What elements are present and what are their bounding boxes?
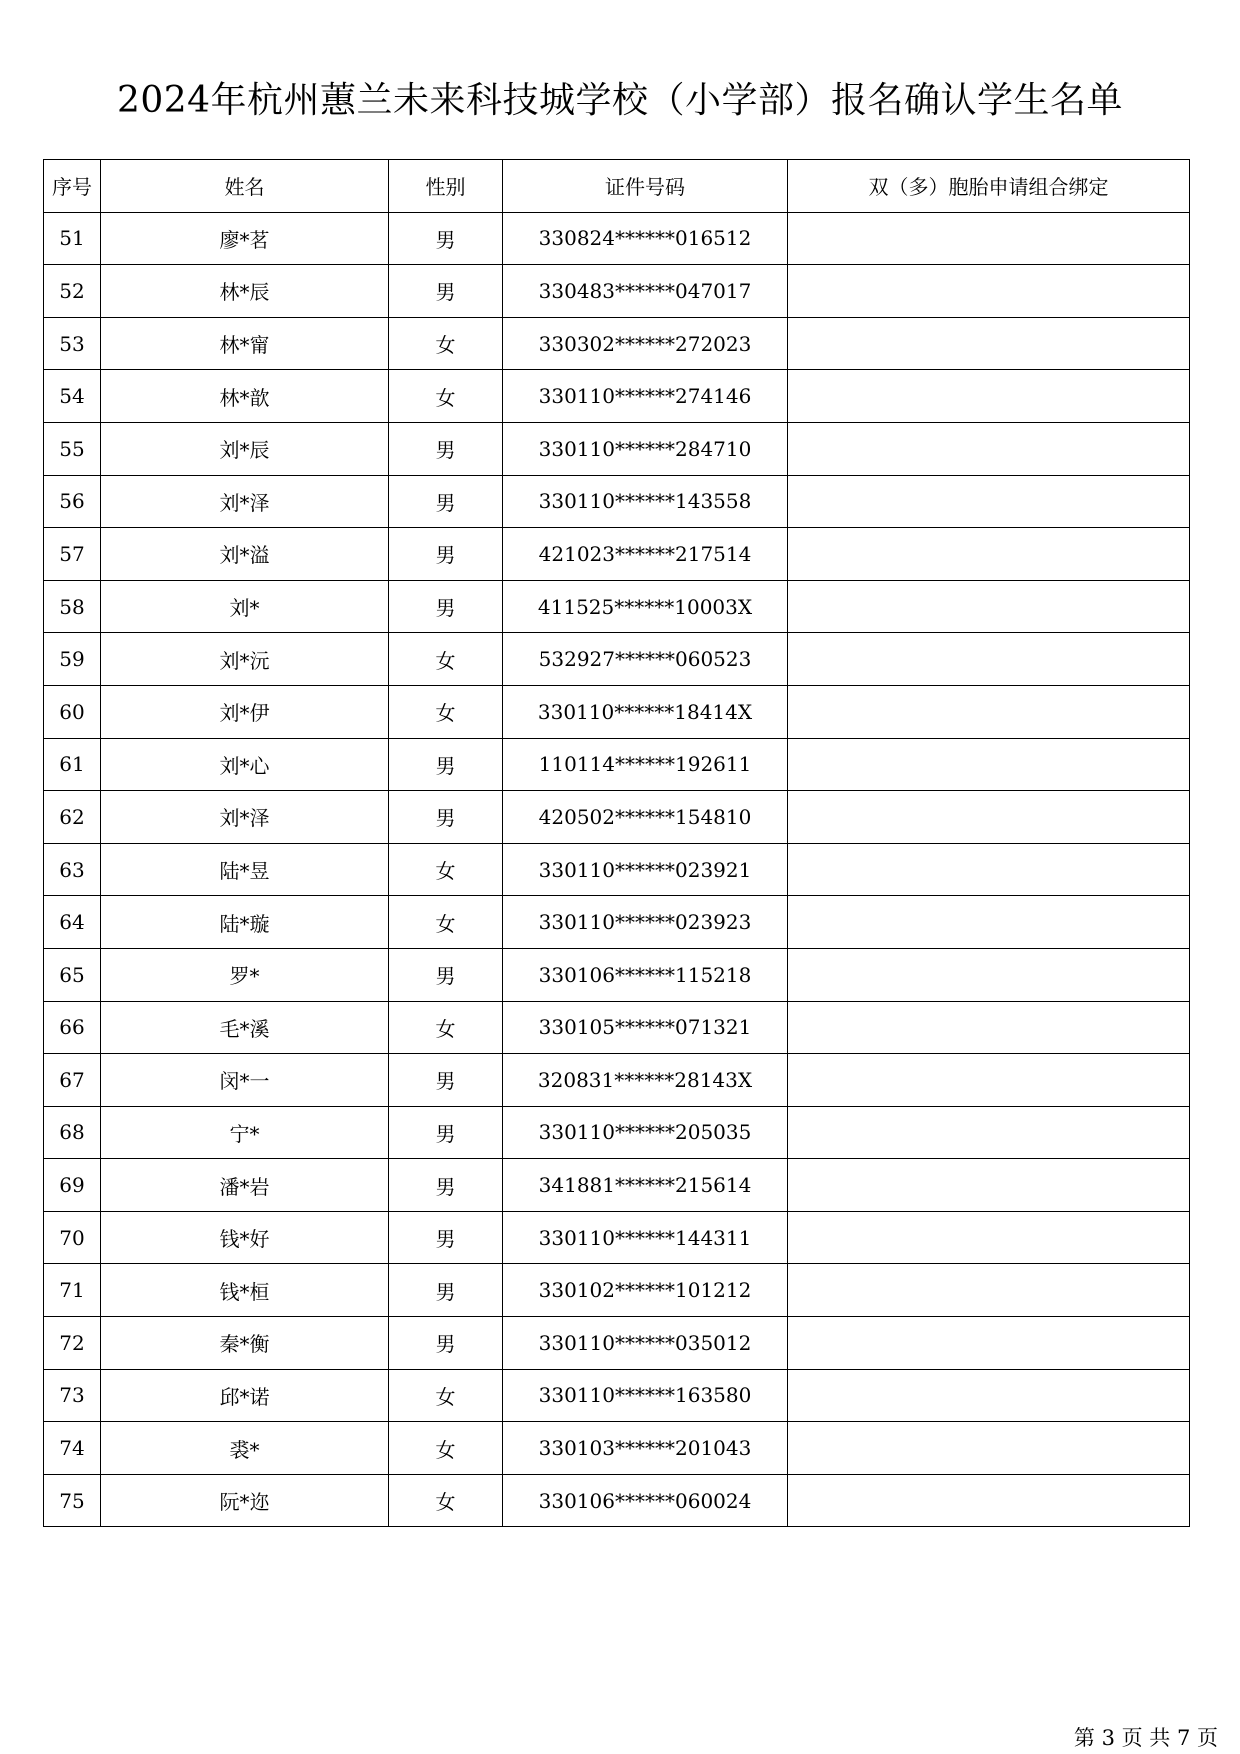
cell-name: 刘*伊 — [101, 685, 389, 738]
table-row — [44, 738, 1190, 791]
cell-seq: 63 — [44, 843, 101, 896]
cell-id-number: 330824******016512 — [503, 212, 788, 265]
cell-id-number: 411525******10003X — [503, 580, 788, 633]
table-row — [44, 1159, 1190, 1212]
cell-seq: 73 — [44, 1369, 101, 1422]
cell-id-number: 330105******071321 — [503, 1001, 788, 1054]
cell-id-number: 330110******035012 — [503, 1317, 788, 1370]
table-row — [44, 475, 1190, 528]
cell-gender: 男 — [389, 1264, 503, 1317]
table-row — [44, 633, 1190, 686]
cell-id-number: 330110******144311 — [503, 1211, 788, 1264]
table-row — [44, 1264, 1190, 1317]
table-row — [44, 685, 1190, 738]
cell-gender: 女 — [389, 843, 503, 896]
cell-name: 林*歆 — [101, 370, 389, 423]
cell-gender: 男 — [389, 1211, 503, 1264]
cell-seq: 66 — [44, 1001, 101, 1054]
cell-name: 罗* — [101, 948, 389, 1001]
cell-seq: 51 — [44, 212, 101, 265]
cell-seq: 57 — [44, 528, 101, 581]
cell-seq: 70 — [44, 1211, 101, 1264]
cell-id-number: 330110******274146 — [503, 370, 788, 423]
cell-seq: 71 — [44, 1264, 101, 1317]
cell-seq: 55 — [44, 422, 101, 475]
cell-gender: 男 — [389, 1317, 503, 1370]
cell-gender: 男 — [389, 1159, 503, 1212]
table-row — [44, 370, 1190, 423]
cell-seq: 74 — [44, 1422, 101, 1475]
cell-gender: 女 — [389, 1001, 503, 1054]
cell-name: 刘*心 — [101, 738, 389, 791]
table-row — [44, 1211, 1190, 1264]
cell-seq: 65 — [44, 948, 101, 1001]
cell-twin-binding — [788, 422, 1190, 475]
cell-id-number: 320831******28143X — [503, 1054, 788, 1107]
cell-gender: 女 — [389, 370, 503, 423]
cell-id-number: 330110******143558 — [503, 475, 788, 528]
cell-twin-binding — [788, 843, 1190, 896]
cell-gender: 男 — [389, 791, 503, 844]
cell-name: 刘*泽 — [101, 791, 389, 844]
header-twin-binding: 双（多）胞胎申请组合绑定 — [788, 160, 1190, 213]
cell-twin-binding — [788, 528, 1190, 581]
cell-seq: 53 — [44, 317, 101, 370]
cell-twin-binding — [788, 1264, 1190, 1317]
cell-id-number: 330103******201043 — [503, 1422, 788, 1475]
cell-name: 阮*迩 — [101, 1474, 389, 1527]
cell-name: 林*甯 — [101, 317, 389, 370]
cell-gender: 女 — [389, 633, 503, 686]
cell-twin-binding — [788, 685, 1190, 738]
cell-name: 刘*辰 — [101, 422, 389, 475]
table-row — [44, 528, 1190, 581]
cell-twin-binding — [788, 1106, 1190, 1159]
cell-name: 秦*衡 — [101, 1317, 389, 1370]
cell-seq: 59 — [44, 633, 101, 686]
table-row — [44, 791, 1190, 844]
cell-twin-binding — [788, 948, 1190, 1001]
cell-seq: 68 — [44, 1106, 101, 1159]
cell-name: 潘*岩 — [101, 1159, 389, 1212]
cell-seq: 58 — [44, 580, 101, 633]
cell-seq: 72 — [44, 1317, 101, 1370]
cell-gender: 女 — [389, 1474, 503, 1527]
cell-name: 裘* — [101, 1422, 389, 1475]
cell-twin-binding — [788, 1369, 1190, 1422]
table-row — [44, 896, 1190, 949]
cell-id-number: 532927******060523 — [503, 633, 788, 686]
table-row — [44, 843, 1190, 896]
table-row — [44, 265, 1190, 318]
cell-name: 陆*璇 — [101, 896, 389, 949]
cell-gender: 男 — [389, 475, 503, 528]
table-row — [44, 1474, 1190, 1527]
cell-id-number: 330110******163580 — [503, 1369, 788, 1422]
cell-gender: 女 — [389, 1422, 503, 1475]
cell-name: 钱*好 — [101, 1211, 389, 1264]
cell-seq: 52 — [44, 265, 101, 318]
cell-gender: 女 — [389, 1369, 503, 1422]
cell-twin-binding — [788, 791, 1190, 844]
cell-seq: 56 — [44, 475, 101, 528]
cell-id-number: 330483******047017 — [503, 265, 788, 318]
cell-twin-binding — [788, 212, 1190, 265]
cell-seq: 69 — [44, 1159, 101, 1212]
cell-twin-binding — [788, 738, 1190, 791]
cell-twin-binding — [788, 265, 1190, 318]
cell-twin-binding — [788, 1317, 1190, 1370]
header-seq: 序号 — [44, 160, 101, 213]
table-row — [44, 212, 1190, 265]
student-roster-table — [43, 159, 1190, 1527]
cell-twin-binding — [788, 896, 1190, 949]
cell-name: 廖*茗 — [101, 212, 389, 265]
cell-id-number: 330302******272023 — [503, 317, 788, 370]
table-body — [44, 212, 1190, 1527]
cell-seq: 64 — [44, 896, 101, 949]
cell-id-number: 330102******101212 — [503, 1264, 788, 1317]
cell-name: 林*辰 — [101, 265, 389, 318]
table-row — [44, 948, 1190, 1001]
cell-id-number: 420502******154810 — [503, 791, 788, 844]
cell-twin-binding — [788, 1001, 1190, 1054]
cell-id-number: 341881******215614 — [503, 1159, 788, 1212]
cell-gender: 女 — [389, 685, 503, 738]
page-number: 第 3 页 共 7 页 — [1073, 1726, 1218, 1750]
table-header-row — [44, 160, 1190, 213]
table-row — [44, 1369, 1190, 1422]
cell-id-number: 330110******023923 — [503, 896, 788, 949]
table-row — [44, 1106, 1190, 1159]
cell-gender: 男 — [389, 580, 503, 633]
cell-gender: 男 — [389, 1106, 503, 1159]
cell-name: 刘*沅 — [101, 633, 389, 686]
table-row — [44, 1001, 1190, 1054]
cell-name: 钱*桓 — [101, 1264, 389, 1317]
header-id: 证件号码 — [503, 160, 788, 213]
cell-gender: 男 — [389, 528, 503, 581]
cell-seq: 60 — [44, 685, 101, 738]
table-row — [44, 580, 1190, 633]
table-row — [44, 1054, 1190, 1107]
cell-twin-binding — [788, 1159, 1190, 1212]
cell-name: 宁* — [101, 1106, 389, 1159]
cell-name: 毛*溪 — [101, 1001, 389, 1054]
cell-gender: 女 — [389, 317, 503, 370]
cell-twin-binding — [788, 1211, 1190, 1264]
table-row — [44, 1422, 1190, 1475]
cell-id-number: 330106******060024 — [503, 1474, 788, 1527]
table-row — [44, 422, 1190, 475]
cell-gender: 男 — [389, 212, 503, 265]
table-row — [44, 1317, 1190, 1370]
cell-twin-binding — [788, 1422, 1190, 1475]
cell-twin-binding — [788, 1054, 1190, 1107]
cell-name: 刘*溢 — [101, 528, 389, 581]
cell-gender: 男 — [389, 948, 503, 1001]
cell-name: 刘* — [101, 580, 389, 633]
cell-gender: 男 — [389, 265, 503, 318]
cell-gender: 男 — [389, 422, 503, 475]
cell-name: 刘*泽 — [101, 475, 389, 528]
cell-id-number: 330106******115218 — [503, 948, 788, 1001]
cell-seq: 75 — [44, 1474, 101, 1527]
cell-twin-binding — [788, 370, 1190, 423]
cell-seq: 62 — [44, 791, 101, 844]
cell-name: 陆*昱 — [101, 843, 389, 896]
page-title: 2024年杭州蕙兰未来科技城学校（小学部）报名确认学生名单 — [116, 80, 1124, 121]
cell-name: 闵*一 — [101, 1054, 389, 1107]
cell-id-number: 330110******18414X — [503, 685, 788, 738]
cell-id-number: 330110******284710 — [503, 422, 788, 475]
cell-seq: 54 — [44, 370, 101, 423]
cell-id-number: 421023******217514 — [503, 528, 788, 581]
cell-gender: 女 — [389, 896, 503, 949]
cell-twin-binding — [788, 633, 1190, 686]
cell-name: 邱*诺 — [101, 1369, 389, 1422]
cell-gender: 男 — [389, 738, 503, 791]
cell-seq: 67 — [44, 1054, 101, 1107]
header-name: 姓名 — [101, 160, 389, 213]
cell-id-number: 330110******023921 — [503, 843, 788, 896]
cell-twin-binding — [788, 317, 1190, 370]
table-row — [44, 317, 1190, 370]
cell-id-number: 110114******192611 — [503, 738, 788, 791]
cell-twin-binding — [788, 580, 1190, 633]
cell-twin-binding — [788, 475, 1190, 528]
cell-twin-binding — [788, 1474, 1190, 1527]
cell-id-number: 330110******205035 — [503, 1106, 788, 1159]
cell-gender: 男 — [389, 1054, 503, 1107]
cell-seq: 61 — [44, 738, 101, 791]
header-gender: 性别 — [389, 160, 503, 213]
